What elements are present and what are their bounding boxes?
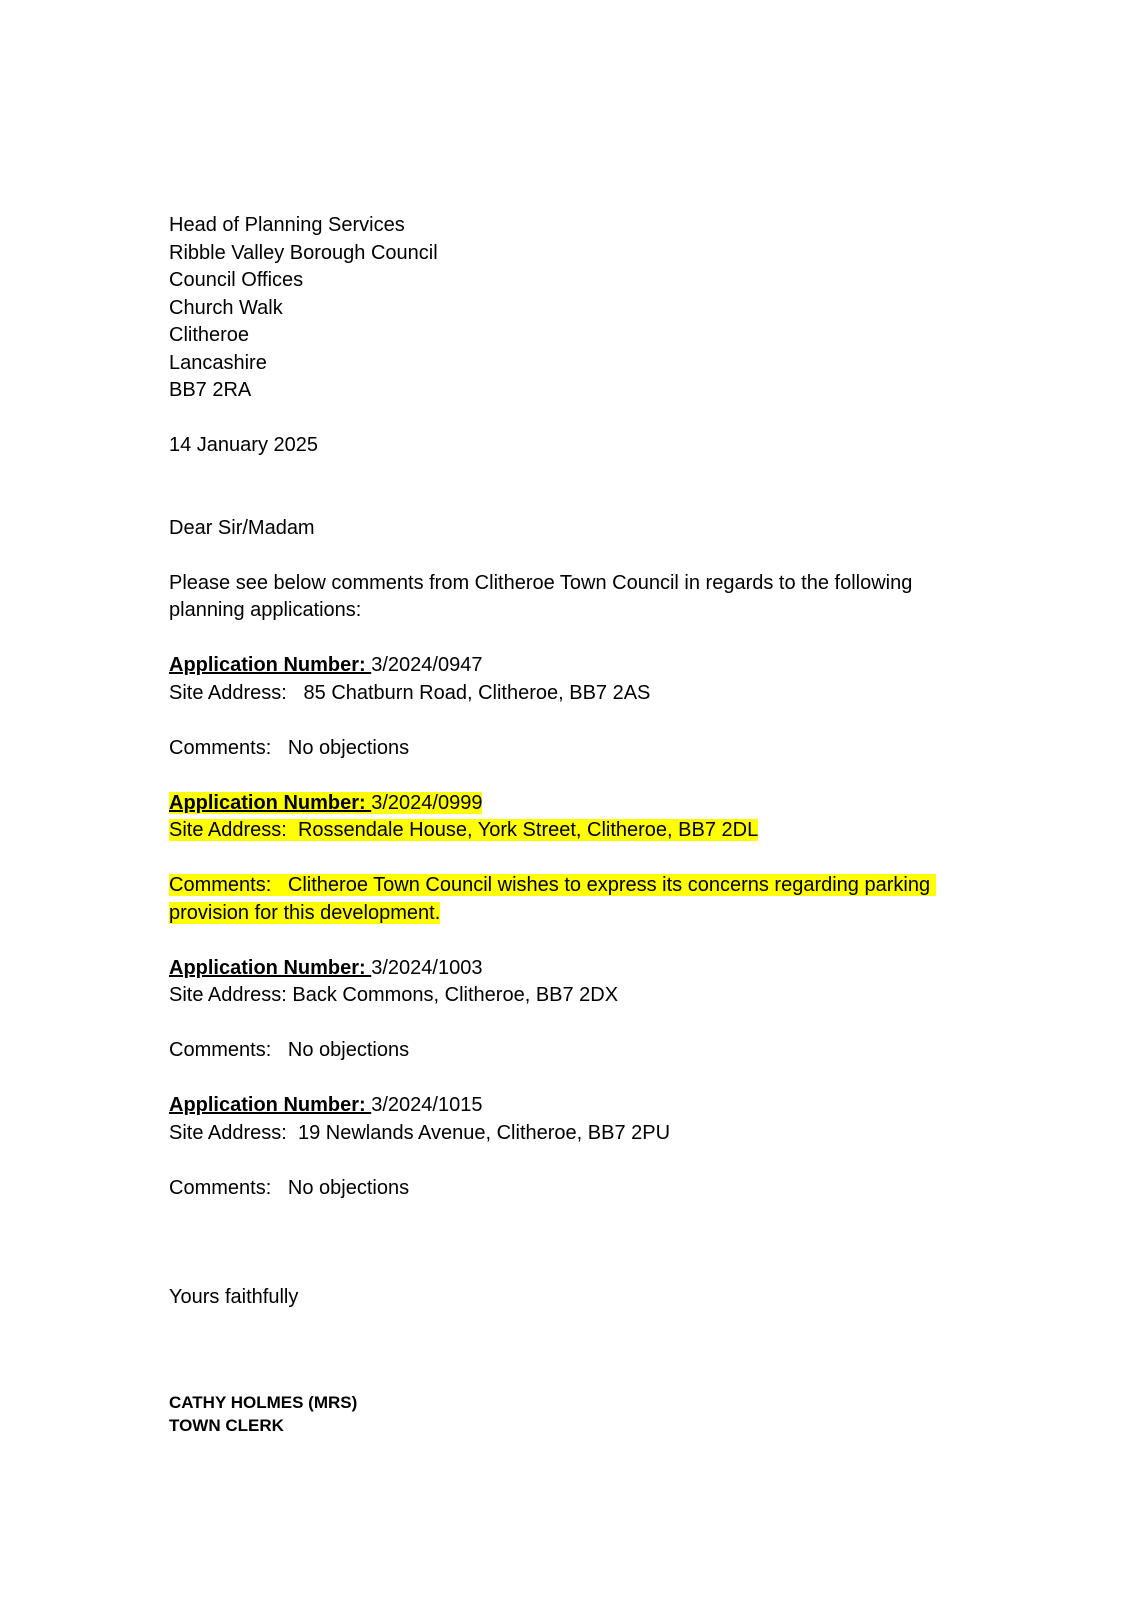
site-address-line — [169, 817, 965, 845]
recipient-address-line: BB7 2RA — [169, 379, 252, 401]
application-number-value: 3/2024/1003 — [371, 956, 483, 979]
recipient-address — [169, 212, 965, 405]
application-block-2 — [169, 790, 965, 845]
application-block-3 — [169, 955, 965, 1010]
site-address-line: Site Address: Back Commons, Clitheroe, BB7 2DX — [169, 984, 619, 1006]
comments-line: Comments: No objections — [169, 1039, 410, 1061]
application-number-label: Application Number: — [169, 956, 372, 979]
comments-line — [169, 872, 965, 927]
intro-paragraph: Please see below comments from Clitheroe Town Council in regards to the following planning applications: — [169, 571, 918, 621]
closing-line: Yours faithfully — [169, 1286, 299, 1308]
application-number-line — [169, 652, 965, 680]
application-number-label: Application Number: — [169, 791, 372, 814]
application-number-label: Application Number: — [169, 654, 372, 676]
site-address-line: Site Address: 85 Chatburn Road, Clitheroe, BB7 2AS — [169, 681, 651, 704]
recipient-address-line: Council Offices — [169, 269, 304, 291]
signature-block — [169, 1391, 965, 1437]
application-number-value: 3/2024/0999 — [371, 791, 483, 814]
application-number-label: Application Number: — [169, 1094, 372, 1116]
signature-title: TOWN CLERK — [169, 1415, 284, 1435]
salutation: Dear Sir/Madam — [169, 516, 315, 539]
recipient-address-line: Church Walk — [169, 296, 283, 319]
recipient-address-line: Ribble Valley Borough Council — [169, 241, 438, 264]
application-number-value: 3/2024/1015 — [371, 1094, 483, 1116]
application-number-line — [169, 1092, 965, 1120]
recipient-address-line: Head of Planning Services — [169, 214, 405, 236]
site-address-highlight: Site Address: Rossendale House, York Street, Clitheroe, BB7 2DL — [169, 819, 759, 841]
recipient-address-line: Clitheroe — [169, 324, 250, 346]
application-block-1 — [169, 652, 965, 707]
application-number-line — [169, 955, 965, 983]
comments-highlight: Comments: Clitheroe Town Council wishes to express its concerns regarding parking provision for this development. — [169, 874, 936, 924]
application-number-value: 3/2024/0947 — [371, 654, 483, 676]
comments-line: Comments: No objections — [169, 736, 410, 759]
letter-date: 14 January 2025 — [169, 434, 319, 456]
comments-line: Comments: No objections — [169, 1176, 410, 1199]
site-address-line: Site Address: 19 Newlands Avenue, Clitheroe, BB7 2PU — [169, 1121, 671, 1144]
application-number-line — [169, 790, 965, 818]
application-block-4 — [169, 1092, 965, 1147]
signature-name: CATHY HOLMES (MRS) — [169, 1392, 358, 1412]
recipient-address-line: Lancashire — [169, 351, 267, 374]
